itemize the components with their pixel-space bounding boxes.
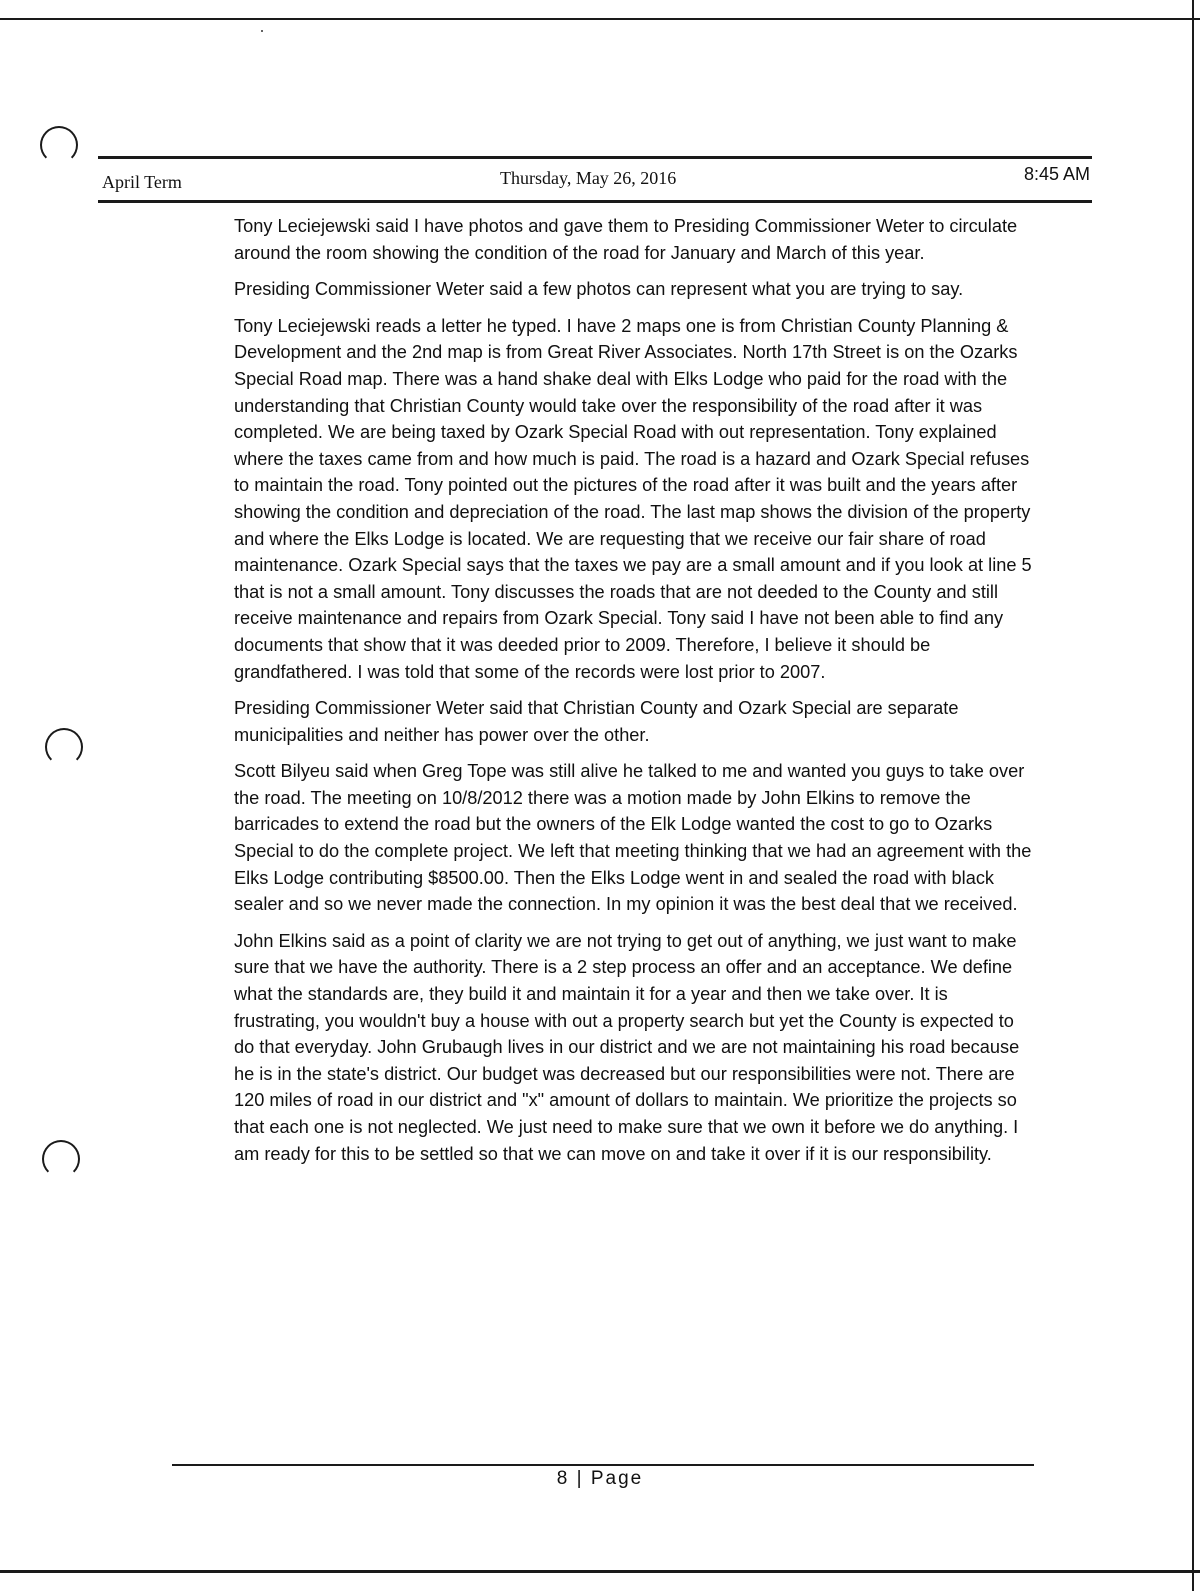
page-header bbox=[100, 164, 1090, 194]
page-number: 8 | Page bbox=[556, 1468, 644, 1489]
scan-bottom-edge bbox=[0, 1570, 1200, 1573]
header-rule-top bbox=[98, 156, 1092, 159]
binder-hole-icon bbox=[40, 126, 78, 164]
page-footer bbox=[0, 1468, 1200, 1490]
footer-rule bbox=[172, 1464, 1034, 1466]
binder-hole-icon bbox=[45, 728, 83, 766]
binder-hole-icon bbox=[42, 1140, 80, 1178]
paragraph-bilyeu: Scott Bilyeu said when Greg Tope was still alive he talked to me and wanted you guys to take over the road. The meeting on 10/8/2012 there was a motion made by John Elkins to remove the barricades to extend the road but the owners of the Elk Lodge wanted the cost to go to Ozarks Special to do the complete project. We left that meeting thinking that we had an agreement with the Elks Lodge contributing $8500.00. Then the Elks Lodge went in and sealed the road with black sealer and so we never made the connection. In my opinion it was the best deal that we received. bbox=[234, 761, 1032, 915]
minutes-body bbox=[234, 213, 1034, 1177]
paragraph-elkins: John Elkins said as a point of clarity we are not trying to get out of anything, we just want to make sure that we have the authority. There is a 2 step process an offer and an acceptance. We define what the standards are, they build it and maintain it for a year and then we take over. It is frustrating, you wouldn't buy a house with out a property search but yet the County is expected to do that everyday. John Grubaugh lives in our district and we are not maintaining his road because he is in the state's district. Our budget was decreased but our responsibilities were not. There are 120 miles of road in our district and "x" amount of dollars to maintain. We prioritize the projects so that each one is not neglected. We just need to make sure that we own it before we do anything. I am ready for this to be settled so that we can move on and take it over if it is our responsibility. bbox=[234, 930, 1020, 1164]
paragraph-weter-photos: Presiding Commissioner Weter said a few photos can represent what you are trying to say. bbox=[234, 279, 964, 300]
scan-right-edge bbox=[1192, 0, 1194, 1591]
header-term: April Term bbox=[102, 172, 182, 192]
header-time: 8:45 AM bbox=[1023, 164, 1090, 184]
header-rule-bottom bbox=[98, 200, 1092, 203]
paragraph-leciejewski-letter: Tony Leciejewski reads a letter he typed. I have 2 maps one is from Christian County Planning & Development and the 2nd map is from Great River Associates. North 17th Street is on the Ozarks Special Road map. There was a hand shake deal with Elks Lodge who paid for the road with the understanding that Christian County would take over the responsibility of the road after it was completed. We are being taxed by Ozark Special Road with out representation. Tony explained where the taxes came from and how much is paid. The road is a hazard and Ozark Special refuses to maintain the road. Tony pointed out the pictures of the road after it was built and the years after showing the condition and depreciation of the road. The last map shows the division of the property and where the Elks Lodge is located. We are requesting that we receive our fair share of road maintenance. Ozark Special says that the taxes we pay are a small amount and if you look at line 5 that is not a small amount. Tony discusses the roads that are not deeded to the County and still receive maintenance and repairs from Ozark Special. Tony said I have not been able to find any documents that show that it was deeded prior to 2009. Therefore, I believe it should be grandfathered. I was told that some of the records were lost prior to 2007. bbox=[234, 315, 1032, 682]
header-date: Thursday, May 26, 2016 bbox=[500, 168, 677, 188]
paragraph-photos: Tony Leciejewski said I have photos and gave them to Presiding Commissioner Weter to circulate around the room showing the condition of the road for January and March of this year. bbox=[234, 216, 1018, 263]
scan-top-edge bbox=[0, 18, 1200, 20]
paragraph-weter-municipalities: Presiding Commissioner Weter said that Christian County and Ozark Special are separate municipalities and neither has power over the other. bbox=[234, 698, 959, 745]
scan-speck bbox=[261, 30, 263, 32]
